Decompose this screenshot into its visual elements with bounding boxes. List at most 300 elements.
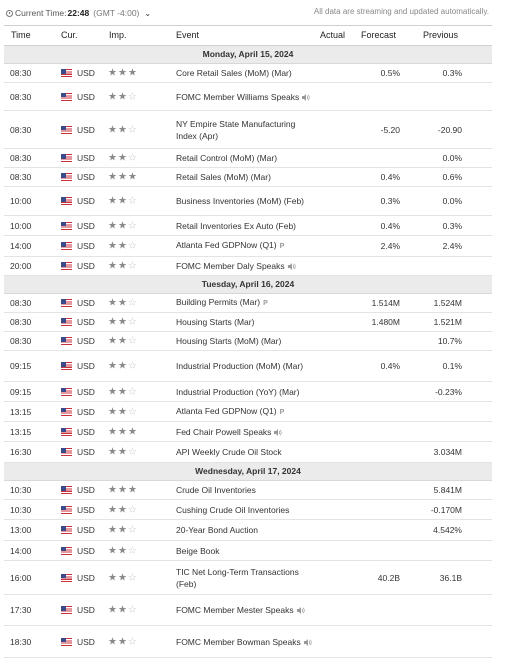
importance-stars <box>108 220 138 231</box>
star-empty-icon: ☆ <box>127 572 138 583</box>
event-time: 08:30 <box>10 124 32 135</box>
currency-cell <box>61 221 95 231</box>
event-name[interactable] <box>176 636 316 648</box>
previous-value: 0.0% <box>442 196 462 206</box>
table-row[interactable] <box>4 442 492 463</box>
table-row[interactable] <box>4 83 492 111</box>
event-name[interactable] <box>176 195 316 207</box>
speaker-icon <box>274 429 282 436</box>
star-filled-icon: ★ <box>108 504 118 515</box>
event-name[interactable] <box>176 405 316 419</box>
speaker-icon <box>288 263 296 270</box>
star-filled-icon: ★ <box>108 316 118 328</box>
importance-stars <box>108 605 138 616</box>
us-flag-icon <box>61 408 72 416</box>
star-filled-icon: ★ <box>108 426 118 437</box>
star-filled-icon: ★ <box>108 545 118 556</box>
table-row[interactable] <box>4 64 492 83</box>
star-filled-icon: ★ <box>108 484 118 496</box>
event-name[interactable] <box>176 296 316 310</box>
us-flag-icon <box>61 318 72 326</box>
importance-stars <box>108 317 138 328</box>
event-name-text[interactable]: Cushing Crude Oil Inventories <box>176 504 290 515</box>
us-flag-icon <box>61 574 72 582</box>
star-filled-icon: ★ <box>108 524 118 536</box>
event-name[interactable] <box>176 67 316 79</box>
currency-code: USD <box>77 447 95 457</box>
star-empty-icon: ☆ <box>127 316 138 328</box>
importance-stars <box>108 196 138 207</box>
importance-stars <box>108 336 138 347</box>
star-filled-icon: ★ <box>108 386 118 397</box>
currency-code: USD <box>77 504 95 515</box>
importance-stars <box>108 361 138 372</box>
star-filled-icon: ★ <box>117 91 128 102</box>
star-filled-icon: ★ <box>108 124 118 135</box>
star-filled-icon: ★ <box>108 152 118 164</box>
currency-cell <box>61 317 95 327</box>
star-empty-icon: ☆ <box>127 335 138 347</box>
table-row[interactable] <box>4 402 492 422</box>
star-filled-icon: ★ <box>117 524 128 536</box>
star-filled-icon: ★ <box>117 572 128 583</box>
event-time: 16:00 <box>10 572 32 583</box>
previous-value: -20.90 <box>437 124 462 135</box>
importance-stars <box>108 447 138 458</box>
previous-value: 10.7% <box>437 336 462 346</box>
currency-code: USD <box>77 406 95 417</box>
currency-code: USD <box>77 361 95 371</box>
star-filled-icon: ★ <box>108 636 118 647</box>
event-name-text[interactable]: FOMC Member Williams Speaks <box>176 91 300 102</box>
event-name-text[interactable]: Beige Book <box>176 545 220 556</box>
currency-code: USD <box>77 336 95 346</box>
column-header-event[interactable]: Event <box>176 30 200 40</box>
us-flag-icon <box>61 262 72 270</box>
previous-value: 2.4% <box>442 241 462 251</box>
star-filled-icon: ★ <box>117 171 128 183</box>
star-empty-icon: ☆ <box>127 240 138 252</box>
star-empty-icon: ☆ <box>127 524 138 536</box>
event-time: 08:30 <box>10 317 32 327</box>
day-header: Tuesday, April 16, 2024 <box>4 276 492 294</box>
currency-code: USD <box>77 124 95 135</box>
currency-code: USD <box>77 386 95 397</box>
previous-value: 3.034M <box>433 447 462 457</box>
star-empty-icon: ☆ <box>127 220 138 231</box>
event-time: 20:00 <box>10 261 32 271</box>
event-name[interactable] <box>176 239 316 253</box>
currency-cell <box>61 505 95 515</box>
event-time: 14:00 <box>10 545 32 556</box>
importance-stars <box>108 426 138 437</box>
us-flag-icon <box>61 428 72 436</box>
importance-stars <box>108 636 138 647</box>
us-flag-icon <box>61 154 72 162</box>
timezone-label: (GMT -4:00) <box>93 8 140 18</box>
event-name-text[interactable]: Core Retail Sales (MoM) (Mar) <box>176 68 292 78</box>
importance-stars <box>108 172 138 183</box>
importance-stars <box>108 504 138 515</box>
star-filled-icon: ★ <box>127 426 138 437</box>
currency-cell <box>61 637 95 647</box>
currency-cell <box>61 336 95 346</box>
event-name-text[interactable]: FOMC Member Bowman Speaks <box>176 636 301 647</box>
speaker-icon <box>302 94 310 101</box>
us-flag-icon <box>61 606 72 614</box>
table-row[interactable] <box>4 561 492 595</box>
column-header-forecast[interactable]: Forecast <box>361 30 397 40</box>
forecast-value: 0.4% <box>380 172 400 182</box>
star-empty-icon: ☆ <box>127 446 138 458</box>
star-filled-icon: ★ <box>117 195 128 207</box>
currency-cell <box>61 573 95 583</box>
preliminary-badge-icon: P <box>279 243 285 250</box>
event-name[interactable] <box>176 545 316 557</box>
event-name-text[interactable]: Building Permits (Mar) <box>176 297 261 307</box>
event-name-text[interactable]: Fed Chair Powell Speaks <box>176 426 272 437</box>
star-filled-icon: ★ <box>117 297 128 309</box>
star-filled-icon: ★ <box>108 572 118 583</box>
event-name-text[interactable]: Retail Sales (MoM) (Mar) <box>176 172 271 182</box>
table-header <box>4 25 492 46</box>
currency-cell <box>61 361 95 371</box>
importance-stars <box>108 386 138 397</box>
currency-code: USD <box>77 636 95 647</box>
event-name-text[interactable]: Retail Control (MoM) (Mar) <box>176 153 278 163</box>
currency-cell <box>61 427 95 437</box>
star-filled-icon: ★ <box>117 240 128 252</box>
event-name[interactable] <box>176 220 316 232</box>
top-bar <box>0 0 505 24</box>
event-name[interactable] <box>176 260 316 272</box>
importance-stars <box>108 525 138 536</box>
economic-calendar-table <box>4 25 492 658</box>
currency-code: USD <box>77 68 95 78</box>
star-filled-icon: ★ <box>117 260 128 272</box>
importance-stars <box>108 124 138 135</box>
us-flag-icon <box>61 486 72 494</box>
event-name[interactable] <box>176 524 316 536</box>
currency-code: USD <box>77 196 95 206</box>
importance-stars <box>108 545 138 556</box>
column-header-currency[interactable]: Cur. <box>61 30 78 40</box>
us-flag-icon <box>61 242 72 250</box>
forecast-value: 0.4% <box>380 361 400 371</box>
currency-cell <box>61 261 95 271</box>
star-filled-icon: ★ <box>117 152 128 164</box>
forecast-value: 0.5% <box>380 68 400 78</box>
currency-cell <box>61 241 95 251</box>
clock-icon <box>6 10 13 17</box>
forecast-value: 0.3% <box>380 196 400 206</box>
previous-value: 0.3% <box>442 68 462 78</box>
us-flag-icon <box>61 547 72 555</box>
star-empty-icon: ☆ <box>127 195 138 207</box>
currency-code: USD <box>77 317 95 327</box>
forecast-value: 1.480M <box>371 317 400 327</box>
table-row[interactable] <box>4 422 492 442</box>
event-name[interactable] <box>176 335 316 347</box>
star-empty-icon: ☆ <box>127 152 138 164</box>
currency-code: USD <box>77 525 95 535</box>
importance-stars <box>108 406 138 417</box>
event-name[interactable] <box>176 446 316 458</box>
event-time: 17:30 <box>10 605 32 615</box>
preliminary-badge-icon: P <box>279 408 285 416</box>
event-name[interactable] <box>176 566 316 590</box>
event-time: 08:30 <box>10 172 32 182</box>
previous-value: 0.3% <box>442 220 462 231</box>
event-time: 08:30 <box>10 91 32 102</box>
star-filled-icon: ★ <box>127 484 138 496</box>
forecast-value: 1.514M <box>371 298 400 308</box>
day-header: Wednesday, April 17, 2024 <box>4 463 492 481</box>
us-flag-icon <box>61 448 72 456</box>
table-row[interactable] <box>4 294 492 313</box>
star-filled-icon: ★ <box>117 335 128 347</box>
table-row[interactable] <box>4 236 492 257</box>
star-empty-icon: ☆ <box>127 360 138 372</box>
us-flag-icon <box>61 69 72 77</box>
chevron-down-icon[interactable]: ⌄ <box>144 8 152 18</box>
star-filled-icon: ★ <box>117 504 128 515</box>
us-flag-icon <box>61 506 72 514</box>
event-time: 09:15 <box>10 361 32 371</box>
star-filled-icon: ★ <box>108 335 118 347</box>
currency-cell <box>61 546 95 556</box>
event-time: 09:15 <box>10 386 32 397</box>
currency-code: USD <box>77 91 95 102</box>
previous-value: -0.170M <box>430 504 462 515</box>
star-filled-icon: ★ <box>117 446 128 458</box>
event-name-text[interactable]: NY Empire State Manufacturing Index (Apr) <box>176 118 296 141</box>
forecast-value: 0.4% <box>380 220 400 231</box>
event-time: 13:15 <box>10 406 32 417</box>
currency-code: USD <box>77 485 95 495</box>
speaker-icon <box>297 607 305 614</box>
table-row[interactable] <box>4 168 492 187</box>
event-time: 14:00 <box>10 241 32 251</box>
table-row[interactable] <box>4 257 492 276</box>
previous-value: 0.1% <box>442 361 462 371</box>
star-filled-icon: ★ <box>117 545 128 556</box>
currency-cell <box>61 172 95 182</box>
currency-code: USD <box>77 605 95 615</box>
table-row[interactable] <box>4 332 492 351</box>
event-name[interactable] <box>176 91 316 103</box>
us-flag-icon <box>61 126 72 134</box>
event-name-text[interactable]: Industrial Production (YoY) (Mar) <box>176 386 300 397</box>
currency-code: USD <box>77 220 95 231</box>
us-flag-icon <box>61 222 72 230</box>
column-header-importance[interactable]: Imp. <box>109 30 127 40</box>
current-time: 22:48 <box>67 8 90 18</box>
event-time: 13:15 <box>10 426 32 437</box>
event-name-text[interactable]: Business Inventories (MoM) (Feb) <box>176 196 305 206</box>
event-name[interactable] <box>176 426 316 438</box>
currency-cell <box>61 125 95 135</box>
event-time: 16:30 <box>10 447 32 457</box>
currency-code: USD <box>77 241 95 251</box>
event-name-text[interactable]: 20-Year Bond Auction <box>176 525 258 535</box>
us-flag-icon <box>61 299 72 307</box>
table-row[interactable] <box>4 541 492 561</box>
currency-cell <box>61 485 95 495</box>
star-filled-icon: ★ <box>127 171 138 183</box>
currency-cell <box>61 407 95 417</box>
previous-value: 0.0% <box>442 153 462 163</box>
importance-stars <box>108 153 138 164</box>
event-name[interactable] <box>176 152 316 164</box>
us-flag-icon <box>61 93 72 101</box>
event-name-text[interactable]: FOMC Member Mester Speaks <box>176 605 294 615</box>
star-empty-icon: ☆ <box>127 504 138 515</box>
previous-value: 1.524M <box>433 298 462 308</box>
streaming-notice: All data are streaming and updated automatically. <box>313 7 489 16</box>
star-filled-icon: ★ <box>117 406 128 417</box>
table-row[interactable] <box>4 149 492 168</box>
us-flag-icon <box>61 362 72 370</box>
event-name[interactable] <box>176 118 316 142</box>
previous-value: -0.23% <box>435 386 462 397</box>
table-row[interactable] <box>4 382 492 402</box>
star-filled-icon: ★ <box>117 360 128 372</box>
currency-code: USD <box>77 426 95 437</box>
event-name[interactable] <box>176 604 316 616</box>
star-filled-icon: ★ <box>117 220 128 231</box>
previous-value: 0.6% <box>442 172 462 182</box>
event-name-text[interactable]: FOMC Member Daly Speaks <box>176 261 285 271</box>
event-time: 08:30 <box>10 153 32 163</box>
star-filled-icon: ★ <box>108 67 118 79</box>
event-name-text[interactable]: Retail Inventories Ex Auto (Feb) <box>176 220 297 231</box>
event-name-text[interactable]: Industrial Production (MoM) (Mar) <box>176 361 304 371</box>
currency-cell <box>61 447 95 457</box>
column-header-time[interactable]: Time <box>11 30 31 40</box>
previous-value: 36.1B <box>439 572 462 583</box>
table-row[interactable] <box>4 481 492 500</box>
table-row[interactable] <box>4 520 492 541</box>
table-row[interactable] <box>4 500 492 520</box>
event-name[interactable] <box>176 316 316 328</box>
star-filled-icon: ★ <box>117 386 128 397</box>
previous-value: 1.521M <box>433 317 462 327</box>
importance-stars <box>108 241 138 252</box>
table-row[interactable] <box>4 595 492 626</box>
column-header-previous[interactable]: Previous <box>423 30 459 40</box>
star-filled-icon: ★ <box>127 67 138 79</box>
currency-cell <box>61 525 95 535</box>
star-empty-icon: ☆ <box>127 636 138 647</box>
importance-stars <box>108 572 138 583</box>
currency-cell <box>61 605 95 615</box>
preliminary-badge-icon: P <box>263 300 268 307</box>
importance-stars <box>108 261 138 272</box>
star-filled-icon: ★ <box>117 67 128 79</box>
us-flag-icon <box>61 197 72 205</box>
forecast-value: -5.20 <box>380 124 400 135</box>
star-empty-icon: ☆ <box>127 406 138 417</box>
clock-label: Current Time: <box>15 8 67 18</box>
currency-cell <box>61 92 95 102</box>
star-filled-icon: ★ <box>108 360 118 372</box>
forecast-value: 2.4% <box>380 241 400 251</box>
event-name[interactable] <box>176 386 316 398</box>
table-row[interactable] <box>4 216 492 236</box>
event-name-text[interactable]: Atlanta Fed GDPNow (Q1) <box>176 240 277 250</box>
event-time: 08:30 <box>10 68 32 78</box>
timezone-selector[interactable] <box>6 8 151 18</box>
event-time: 10:00 <box>10 196 32 206</box>
event-time: 10:30 <box>10 485 32 495</box>
event-name-text[interactable]: Atlanta Fed GDPNow (Q1) <box>176 405 277 416</box>
star-filled-icon: ★ <box>108 171 118 183</box>
star-empty-icon: ☆ <box>127 386 138 397</box>
event-name-text[interactable]: TIC Net Long-Term Transactions (Feb) <box>176 566 299 589</box>
star-empty-icon: ☆ <box>127 260 138 272</box>
star-empty-icon: ☆ <box>127 297 138 309</box>
event-name-text[interactable]: API Weekly Crude Oil Stock <box>176 447 282 457</box>
currency-code: USD <box>77 298 95 308</box>
currency-cell <box>61 153 95 163</box>
star-filled-icon: ★ <box>108 406 118 417</box>
currency-code: USD <box>77 545 95 556</box>
star-filled-icon: ★ <box>117 316 128 328</box>
event-name[interactable] <box>176 504 316 516</box>
us-flag-icon <box>61 173 72 181</box>
star-filled-icon: ★ <box>108 260 118 272</box>
event-name-text[interactable]: Crude Oil Inventories <box>176 485 256 495</box>
table-row[interactable] <box>4 187 492 216</box>
currency-cell <box>61 68 95 78</box>
importance-stars <box>108 68 138 79</box>
event-time: 10:30 <box>10 504 32 515</box>
event-name[interactable] <box>176 360 316 372</box>
star-filled-icon: ★ <box>108 604 118 616</box>
currency-cell <box>61 196 95 206</box>
star-filled-icon: ★ <box>108 240 118 252</box>
star-filled-icon: ★ <box>117 604 128 616</box>
star-empty-icon: ☆ <box>127 91 138 102</box>
importance-stars <box>108 485 138 496</box>
event-name[interactable] <box>176 484 316 496</box>
table-row[interactable] <box>4 626 492 658</box>
currency-code: USD <box>77 153 95 163</box>
star-filled-icon: ★ <box>108 220 118 231</box>
currency-code: USD <box>77 172 95 182</box>
event-time: 08:30 <box>10 336 32 346</box>
table-row[interactable] <box>4 351 492 382</box>
table-row[interactable] <box>4 313 492 332</box>
event-name-text[interactable]: Housing Starts (MoM) (Mar) <box>176 336 282 346</box>
star-filled-icon: ★ <box>108 91 118 102</box>
star-filled-icon: ★ <box>108 195 118 207</box>
us-flag-icon <box>61 638 72 646</box>
star-filled-icon: ★ <box>108 297 118 309</box>
event-name-text[interactable]: Housing Starts (Mar) <box>176 317 255 327</box>
event-name[interactable] <box>176 171 316 183</box>
us-flag-icon <box>61 526 72 534</box>
column-header-actual[interactable]: Actual <box>320 30 346 40</box>
us-flag-icon <box>61 388 72 396</box>
star-filled-icon: ★ <box>117 124 128 135</box>
previous-value: 5.841M <box>433 485 462 495</box>
currency-cell <box>61 298 95 308</box>
table-row[interactable] <box>4 111 492 149</box>
event-time: 10:00 <box>10 220 32 231</box>
star-empty-icon: ☆ <box>127 545 138 556</box>
